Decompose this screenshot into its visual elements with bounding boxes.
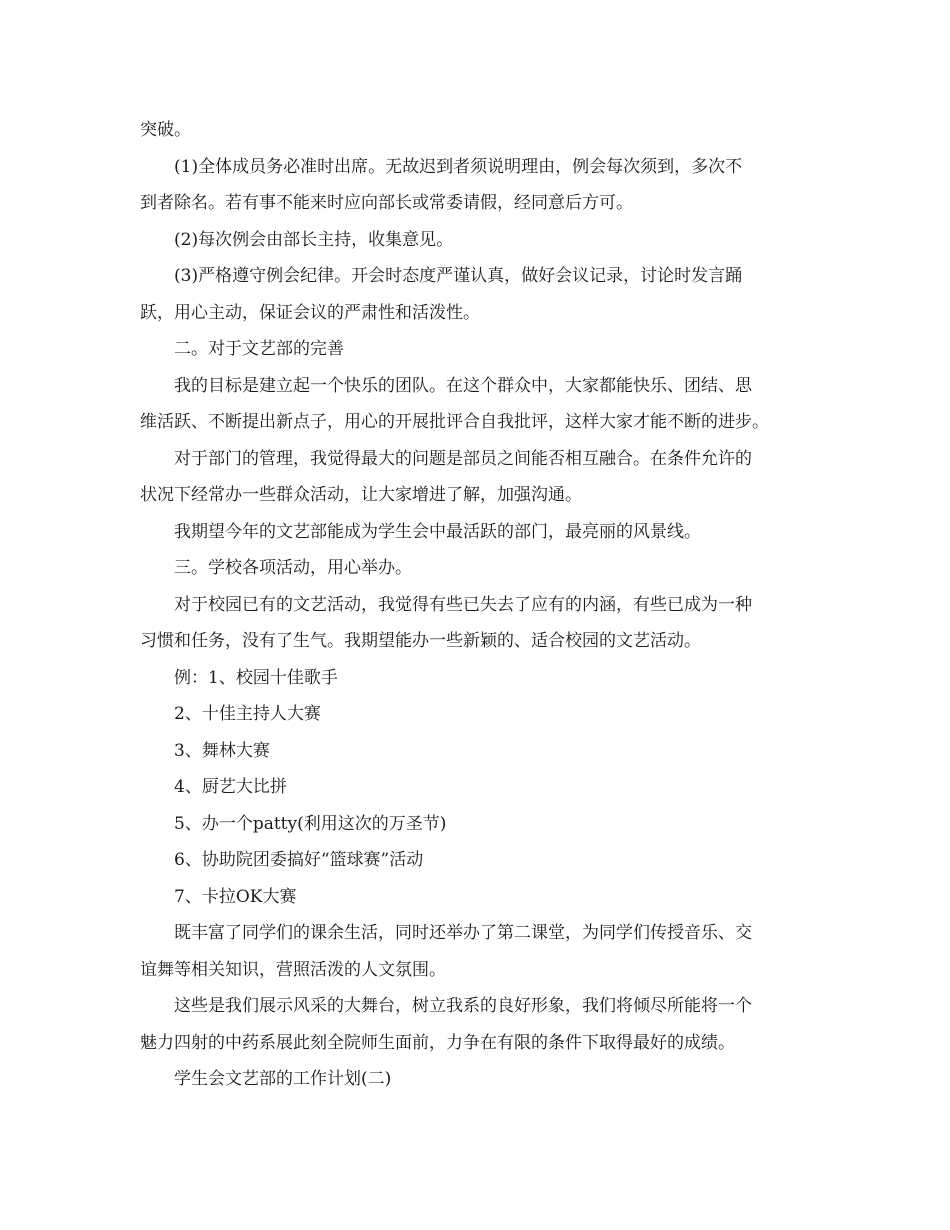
document-line: 状况下经常办一些群众活动，让大家增进了解，加强沟通。 [140,485,582,505]
document-body [140,112,820,1098]
document-line: 7、卡拉OK大赛 [174,886,297,907]
document-line: 5、办一个patty(利用这次的万圣节) [174,813,447,834]
document-line: (3)严格遵守例会纪律。开会时态度严谨认真，做好会议记录，讨论时发言踊 [174,266,743,286]
document-line: 跃，用心主动，保证会议的严肃性和活泼性。 [140,302,480,323]
document-line: 对于校园已有的文艺活动，我觉得有些已失去了应有的内涵，有些已成为一种 [174,594,752,615]
document-line: 三。学校各项活动，用心举办。 [174,558,412,578]
document-line: 我的目标是建立起一个快乐的团队。在这个群众中，大家都能快乐、团结、思 [174,375,752,396]
document-line: (1)全体成员务必准时出席。无故迟到者须说明理由，例会每次须到，多次不 [174,156,743,177]
document-line: 我期望今年的文艺部能成为学生会中最活跃的部门，最亮丽的风景线。 [174,521,701,542]
document-line: 学生会文艺部的工作计划(二) [174,1069,392,1089]
document-line: 3、舞林大赛 [174,740,270,761]
document-line: 突破。 [140,120,191,140]
document-line: 例：1、校园十佳歌手 [174,667,338,688]
document-line: (2)每次例会由部长主持，收集意见。 [174,229,454,250]
document-line: 二。对于文艺部的完善 [174,339,344,359]
document-line: 谊舞等相关知识，营照活泼的人文氛围。 [140,959,446,980]
document-line: 维活跃、不断提出新点子，用心的开展批评合自我批评，这样大家才能不断的进步。 [140,412,769,432]
document-line: 魅力四射的中药系展此刻全院师生面前，力争在有限的条件下取得最好的成绩。 [140,1032,735,1053]
document-line: 到者除名。若有事不能来时应向部长或常委请假，经同意后方可。 [140,193,633,213]
document-line: 4、厨艺大比拼 [174,777,287,797]
document-line: 这些是我们展示风采的大舞台，树立我系的良好形象，我们将倾尽所能将一个 [174,996,752,1016]
document-line: 对于部门的管理，我觉得最大的问题是部员之间能否相互融合。在条件允许的 [174,448,752,469]
document-line: 习惯和任务，没有了生气。我期望能办一些新颖的、适合校园的文艺活动。 [140,631,701,651]
document-line: 既丰富了同学们的课余生活，同时还举办了第二课堂，为同学们传授音乐、交 [174,923,752,943]
document-line: 2、十佳主持人大赛 [174,704,321,724]
document-line: 6、协助院团委搞好“篮球赛”活动 [174,850,424,870]
